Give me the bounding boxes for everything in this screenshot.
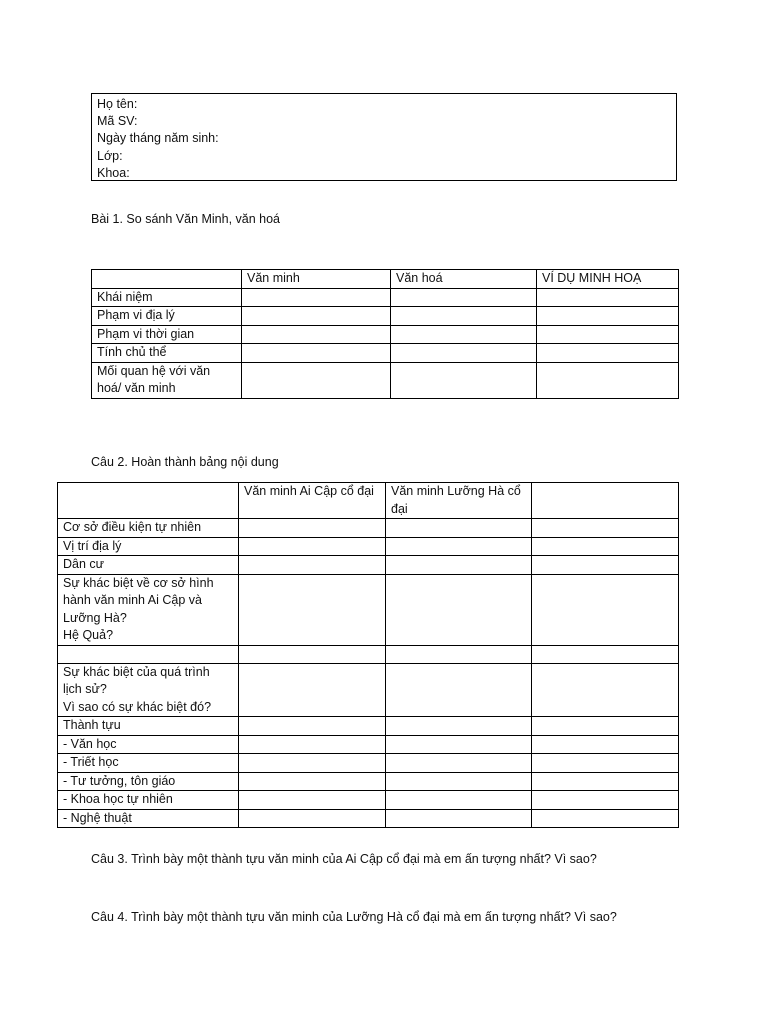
bai1-heading: Bài 1. So sánh Văn Minh, văn hoá [91, 212, 281, 226]
row-label [58, 645, 239, 663]
table-row [58, 754, 679, 773]
answer-cell[interactable] [532, 754, 679, 773]
answer-cell[interactable] [391, 288, 537, 307]
answer-cell[interactable] [239, 809, 386, 828]
table-row [58, 791, 679, 810]
answer-cell[interactable] [239, 645, 386, 663]
answer-cell[interactable] [386, 645, 532, 663]
answer-cell[interactable] [386, 574, 532, 645]
faculty-label: Khoa: [97, 165, 130, 180]
answer-cell[interactable] [386, 663, 532, 717]
table-row [58, 809, 679, 828]
answer-cell[interactable] [532, 519, 679, 538]
row-label: - Khoa học tự nhiên [58, 791, 239, 810]
answer-cell[interactable] [537, 344, 679, 363]
answer-cell[interactable] [386, 754, 532, 773]
answer-cell[interactable] [386, 772, 532, 791]
answer-cell[interactable] [239, 791, 386, 810]
answer-cell[interactable] [391, 307, 537, 326]
table-row [58, 735, 679, 754]
answer-cell[interactable] [532, 717, 679, 736]
table-row [92, 325, 679, 344]
answer-cell[interactable] [532, 791, 679, 810]
table-row [58, 519, 679, 538]
row-label: - Văn học [58, 735, 239, 754]
header-cell [532, 483, 679, 519]
table-row [58, 717, 679, 736]
answer-cell[interactable] [532, 809, 679, 828]
answer-cell[interactable] [242, 362, 391, 398]
student-info-box [91, 93, 677, 181]
answer-cell[interactable] [239, 754, 386, 773]
answer-cell[interactable] [242, 325, 391, 344]
answer-cell[interactable] [391, 325, 537, 344]
table-row [58, 556, 679, 575]
row-label: - Triết học [58, 754, 239, 773]
answer-cell[interactable] [242, 307, 391, 326]
table-row [58, 645, 679, 663]
cau2-table [57, 482, 679, 828]
row-label: Sự khác biệt của quá trình lịch sử? Vì sao có sự khác biệt đó? [58, 663, 239, 717]
answer-cell[interactable] [386, 556, 532, 575]
answer-cell[interactable] [391, 362, 537, 398]
header-cell: VÍ DỤ MINH HOẠ [537, 270, 679, 289]
answer-cell[interactable] [239, 556, 386, 575]
answer-cell[interactable] [239, 772, 386, 791]
header-cell: Văn minh [242, 270, 391, 289]
cau2-heading: Câu 2. Hoàn thành bảng nội dung [91, 455, 279, 469]
table-row [58, 574, 679, 645]
answer-cell[interactable] [532, 574, 679, 645]
dob-label: Ngày tháng năm sinh: [97, 131, 219, 146]
table-header-row [58, 483, 679, 519]
answer-cell[interactable] [239, 717, 386, 736]
answer-cell[interactable] [532, 772, 679, 791]
answer-cell[interactable] [386, 791, 532, 810]
bai1-table [91, 269, 679, 399]
answer-cell[interactable] [239, 537, 386, 556]
table-row [58, 772, 679, 791]
table-row [58, 537, 679, 556]
answer-cell[interactable] [537, 325, 679, 344]
answer-cell[interactable] [386, 735, 532, 754]
answer-cell[interactable] [386, 537, 532, 556]
row-label: Tính chủ thể [92, 344, 242, 363]
answer-cell[interactable] [239, 735, 386, 754]
row-label: Dân cư [58, 556, 239, 575]
table-row [92, 344, 679, 363]
class-label: Lớp: [97, 148, 123, 163]
answer-cell[interactable] [386, 809, 532, 828]
row-label: Vị trí địa lý [58, 537, 239, 556]
row-label: - Nghệ thuật [58, 809, 239, 828]
row-label: Cơ sở điều kiện tự nhiên [58, 519, 239, 538]
answer-cell[interactable] [537, 288, 679, 307]
answer-cell[interactable] [532, 556, 679, 575]
row-label: Phạm vi thời gian [92, 325, 242, 344]
row-label: Khái niệm [92, 288, 242, 307]
answer-cell[interactable] [239, 663, 386, 717]
row-label: Mối quan hệ với văn hoá/ văn minh [92, 362, 242, 398]
answer-cell[interactable] [532, 663, 679, 717]
table-row [58, 663, 679, 717]
table-row [92, 362, 679, 398]
row-label: Sự khác biệt về cơ sở hình hành văn minh Ai Cập và Lưỡng Hà? Hệ Quả? [58, 574, 239, 645]
answer-cell[interactable] [537, 362, 679, 398]
answer-cell[interactable] [532, 735, 679, 754]
row-label: - Tư tưởng, tôn giáo [58, 772, 239, 791]
table-header-row [92, 270, 679, 289]
answer-cell[interactable] [239, 519, 386, 538]
name-label: Họ tên: [97, 97, 138, 111]
header-cell [92, 270, 242, 289]
answer-cell[interactable] [391, 344, 537, 363]
header-cell: Văn hoá [391, 270, 537, 289]
answer-cell[interactable] [532, 537, 679, 556]
header-cell: Văn minh Lưỡng Hà cổ đại [386, 483, 532, 519]
table-row [92, 307, 679, 326]
table-row [92, 288, 679, 307]
answer-cell[interactable] [532, 645, 679, 663]
row-label: Phạm vi địa lý [92, 307, 242, 326]
answer-cell[interactable] [537, 307, 679, 326]
answer-cell[interactable] [242, 288, 391, 307]
header-cell [58, 483, 239, 519]
cau4-question: Câu 4. Trình bày một thành tựu văn minh của Lưỡng Hà cổ đại mà em ấn tượng nhất? Vì sao? [91, 910, 617, 924]
answer-cell[interactable] [242, 344, 391, 363]
cau3-question: Câu 3. Trình bày một thành tựu văn minh của Ai Cập cổ đại mà em ấn tượng nhất? Vì sao? [91, 852, 597, 866]
header-cell: Văn minh Ai Cập cổ đại [239, 483, 386, 519]
answer-cell[interactable] [239, 574, 386, 645]
row-label: Thành tựu [58, 717, 239, 736]
answer-cell[interactable] [386, 519, 532, 538]
answer-cell[interactable] [386, 717, 532, 736]
student-id-label: Mã SV: [97, 114, 138, 129]
